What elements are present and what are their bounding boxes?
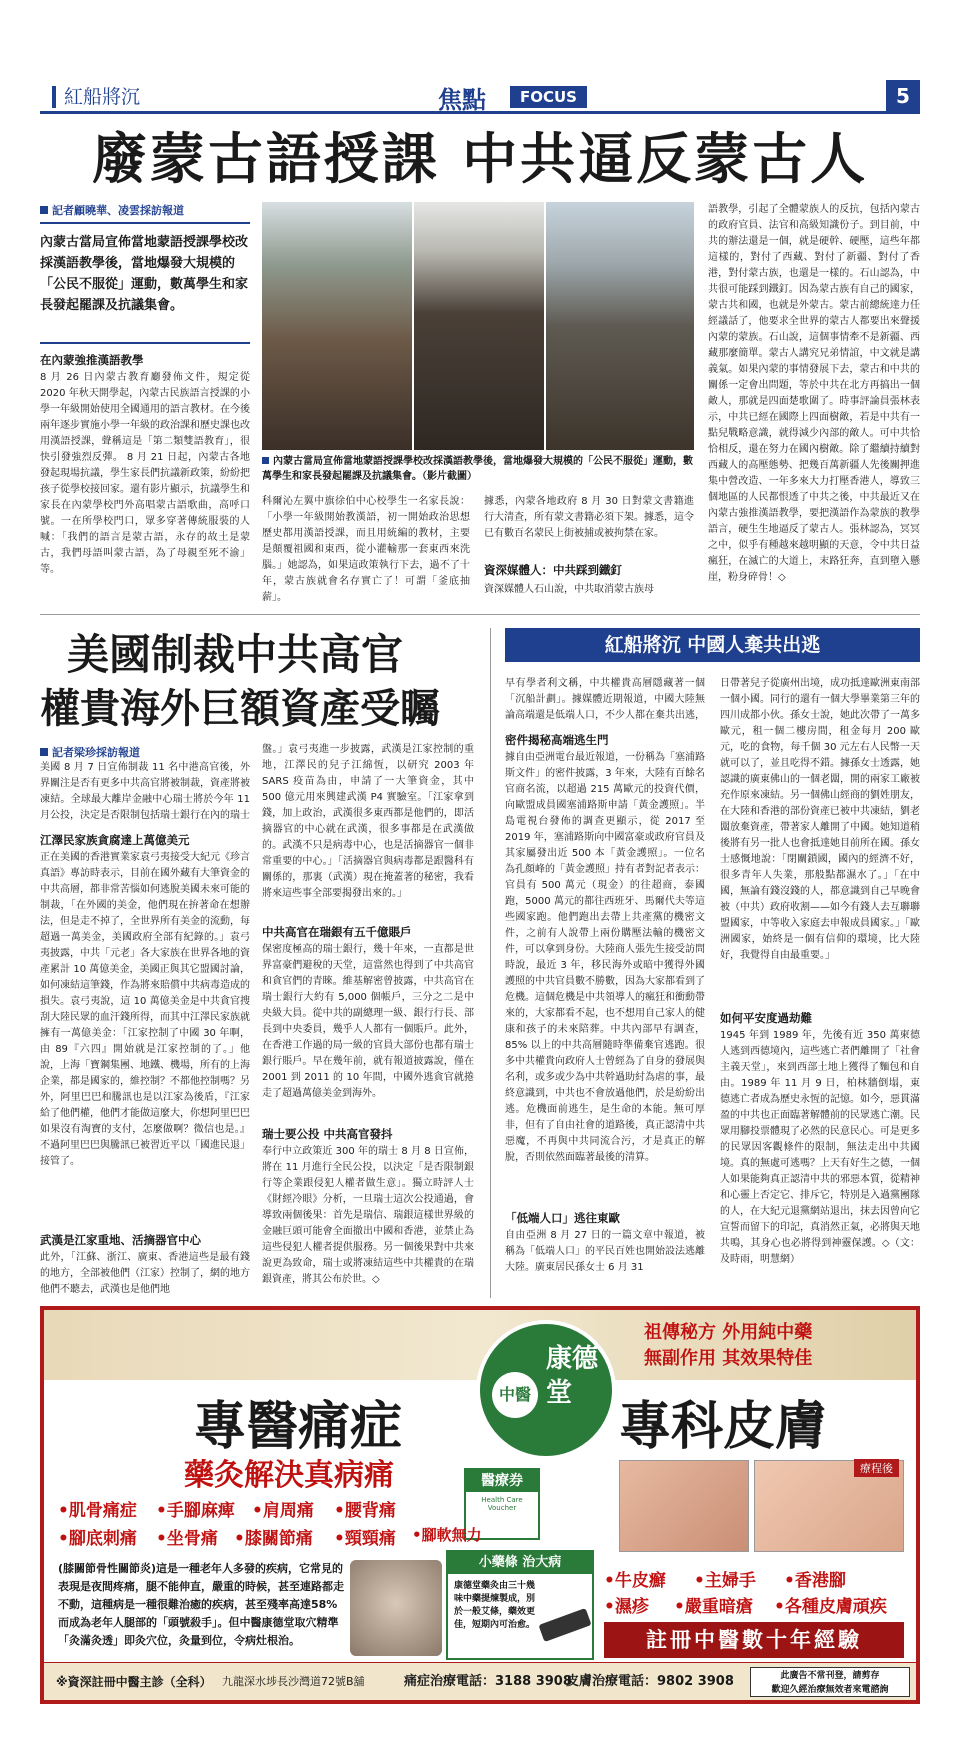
footer-note	[750, 1667, 910, 1697]
section-label: 紅船將沉	[52, 86, 140, 108]
moxa-box	[446, 1550, 594, 1660]
clinic-logo	[476, 1320, 616, 1460]
voucher-title: 醫療券	[466, 1470, 538, 1492]
byline: 記者顧曉華、凌雲採訪報道	[40, 202, 250, 218]
skin-item: •各種皮膚頑疾	[774, 1597, 887, 1617]
pain-item: •腳軟無力	[412, 1526, 482, 1544]
footer-skin-phone: 皮膚治療電話：9802 3908	[566, 1674, 734, 1689]
pain-item: •坐骨痛	[156, 1529, 218, 1549]
headline-exodus: 紅船將沉 中國人棄共出逃	[505, 628, 920, 662]
footer-note-line: 此廣告不常刊登，請剪存	[780, 1671, 880, 1681]
article-text: 盤。」袁弓夷進一步披露，武漢是江家控制的重地，江澤民的兒子江綿恆，以研究 2003 年 SARS 疫苗為由，申請了一大筆資金，其中 500 億元用來興建武漢 P4 實驗室。「江家拿到錢，加上政治，武漢很多東西都是他們的，即活摘器官的中心就在武漢，很多事都是在武漢做的。武漢不只是病毒中心，也是活摘器官一個非常重要的中心。」「活摘器官與病毒都是跟醫科有關係的，那裏（武漢）現在掩蓋著的秘密，我看將來這些事全部要揭發出來的。」	[262, 744, 474, 899]
photo-panel	[414, 202, 544, 450]
footer-address: 九龍深水埗長沙灣道72號B舖	[222, 1675, 365, 1688]
footer-doctor: ※資深註冊中醫主診（全科）	[56, 1675, 212, 1689]
divider	[40, 342, 250, 344]
experience-banner: 註冊中醫數十年經驗	[604, 1622, 904, 1658]
article-text: 據悉，內蒙各地政府 8 月 30 日對蒙文書籍進行大清查，所有蒙文書籍必須下架。據悉，這令已有數百名蒙民上街被捕或被拘禁在家。	[484, 496, 694, 539]
article-text: 1945 年到 1989 年，先後有近 350 萬柬德人逃到西德境內，這些逃亡者們離開了「社會主義天堂」，來到西部土地上獲得了麵包和自由。1989 年 11 月 9 日，柏林牆倒塌，東德逃亡者成為歷史永恆的記憶。如今，惡貫滿盈的中共也正面臨著解體前的民眾逃亡潮。民眾用腳投票體現了必然的民意民心。可是更多的民眾因客觀條件的限制，無法走出中共國境。真的無處可逃嗎？上天有好生之德，一個人如果能夠真正認清中共的邪惡本質，從精神和心靈上否定它、排斥它，特別是入過黨團隊的人，在大紀元退黨網站退出，抹去因曾向它宣誓而留下的印記，真消然正氣，必將與天地共鳴，其身心也必將得到神靈保護。◇（文：及時雨，明慧網）	[720, 1030, 920, 1265]
ad-heading-pain: 專醫痛症	[194, 1396, 403, 1457]
pain-item: •腳底刺痛	[58, 1529, 137, 1549]
skin-item: •濕疹	[604, 1597, 649, 1617]
photo-panel	[546, 202, 694, 450]
moxa-stick-image	[538, 1608, 591, 1642]
ad-heading-skin: 專科皮膚	[619, 1396, 828, 1457]
headline-sanctions-sub: 權貴海外巨額資產受矚	[40, 685, 440, 732]
subheading: 瑞士要公投 中共高官發抖	[262, 1127, 393, 1141]
byline: 記者梁珍採訪報道	[40, 744, 220, 760]
pain-item: •腰背痛	[334, 1501, 396, 1521]
article-text: 自由亞洲 8 月 27 日的一篇文章中報道，被稱為「低端人口」的平民百姓也開始設法逃離大陸。廣東居民孫女士 6 月 31	[505, 1230, 705, 1273]
subheading: 在內蒙強推漢語教學	[40, 353, 144, 367]
article-text: 資深媒體人石山說，中共取消蒙古族母	[484, 584, 654, 595]
footer-pain-phone: 痛症治療電話：3188 3908	[404, 1674, 572, 1689]
subheading: 密件揭秘高端逃生門	[505, 733, 609, 747]
voucher-en: Health Care Voucher	[481, 1496, 523, 1512]
subheading: 如何平安度過劫難	[720, 1011, 812, 1025]
skin-item: •牛皮癬	[604, 1571, 666, 1591]
divider	[490, 628, 491, 1298]
article-text: 此外，「江蘇、浙江、廣東、香港這些是最有錢的地方，全部被他們（江家）控制了，網的地方他們不聽去，武漢也是他們地	[40, 1252, 250, 1295]
ad-tagline-1: 祖傳秘方 外用純中藥	[644, 1322, 813, 1343]
pain-item: •膝關節痛	[234, 1529, 313, 1549]
advertisement	[40, 1306, 920, 1704]
photo-panel	[262, 202, 412, 450]
divider	[40, 222, 250, 224]
divider	[40, 614, 920, 615]
acupuncture-photo	[350, 1560, 442, 1656]
ad-tagline-2: 無副作用 其效果特佳	[644, 1348, 813, 1369]
skin-after-photo	[754, 1460, 904, 1552]
pain-item: •肌骨痛症	[58, 1501, 137, 1521]
headline-mongolian: 廢蒙古語授課 中共逼反蒙古人	[91, 126, 869, 191]
article-text: 語教學，引起了全體蒙族人的反抗，包括內蒙古的政府官員、法官和高級知識份子。到目前，中共的辦法還是一個，就是硬幹、硬壓，這些年都這樣的，對付了西藏、對付了新疆、對付了香港，對付蒙古族，也還是一樣的。石山認為，中共很可能踩到鐵釘。因為蒙古族有自己的國家，蒙古共和國，也就是外蒙古。蒙古前總統達力任經議話了，他要求全世界的蒙古人都要出來聲援內蒙的蒙族。石山說，這個事情牽不是新疆、西藏那麼簡單。蒙古人講究兄弟情誼，中文就是講義氣。如果內蒙的事情發展下去，蒙古和中共的關係一定會出問題，等於中共在北方再搞出一個敵人，那就是四面楚歌圍了。時事評論員張林表示，中共已經在國際上四面樹敵，若是中共有一點兒戰略意識，就得減少內部的敵人。可中共恰恰相反，還在努力在國內樹敵。除了繼續持續對西藏人的高壓態勢、把幾百萬新疆人先後關押進集中營改造、一年多來大力打壓香港人，導致三個地區的人民都恨透了中共之後，中共最近又在內蒙古強推漢語教學，要把漢語作為蒙族的教學語言，硬生生地逼反了蒙古人。張林認為，冥冥之中，似乎有種越來越明顯的天意，令中共日益瘋狂，在滅亡的大道上，末路狂奔，直到墮入懸崖，粉身碎骨！◇	[708, 204, 920, 583]
protest-photo	[262, 202, 694, 450]
page-header	[40, 80, 920, 114]
skin-item: •香港腳	[784, 1571, 846, 1591]
article-text: 保密度極高的瑞士銀行，幾十年來，一直都是世界富豪們避稅的天堂，這當然也得到了中共高官和貪官們的青睞。維基解密曾披露，中共高官在瑞士銀行大約有 5,000 個帳戶，三分之二是中央級大員。從中共的副總理一級、銀行行長、部長到中央委員，幾乎人人都有一個賬戶。此外，在香港工作過的局一級的官員大部份也都有瑞士銀行賬戶。早在幾年前，就有報道披露說，僅在 2001 到 2011 的 10 年間，中國外逃貪官就捲走了超過萬億美金到海外。	[262, 944, 474, 1099]
photo-caption: 內蒙古當局宣佈當地蒙語授課學校改採漢語教學後，當地爆發大規模的「公民不服從」運動，數萬學生和家長發起罷課及抗議集會。（影片截圖）	[262, 454, 694, 488]
footer-note-line: 歡迎久經治療無效者來電諮詢	[771, 1685, 889, 1695]
moxa-title: 小藥條 治大病	[448, 1552, 592, 1574]
subheading: 資深媒體人：中共踩到鐵釘	[484, 563, 622, 577]
logo-tcm: 中醫	[492, 1372, 538, 1418]
article-text: 日帶著兒子從廣州出境，成功抵達歐洲東南部一個小國。同行的還有一個大學畢業第三年的四川成都小伙。孫女士說，她此次帶了一萬多歐元，租一個二樓房間，租金每月 200 歐元，吃的食物，每千個 30 元左右人民幣一天就可以了，並且吃得不錯。據孫女士透露，她認識的廣東佛山的一個老闆，開的兩家工廠被充作原來凍結。另一個佛山經商的劉姓朋友，在大陸和香港的部份資產已被中共凍結，劉老闆放棄資產，帶著家人離開了中國。她知道稍後將有另一批人也會抵達她目前所在國。孫女士感慨地說：「閉關鎖國，國內的經濟不好，很多青年人失業，那般點都濕水了。」「在中國，無論有錢沒錢的人，都意識到自己早晚會被（中共）政府收割——如今有錢人去互聯聯盟國家，中等收入家庭去申報成員國家。」「歐洲國家，始終是一個有信仰的環境，比大陸好，我覺得自由最重要。」	[720, 678, 920, 961]
pain-item: •頸頸痛	[334, 1529, 396, 1549]
after-label: 療程後	[854, 1459, 899, 1477]
subheading: 江澤民家族貪腐達上萬億美元	[40, 833, 190, 847]
article-text: 據自由亞洲電台最近報道，一份稱為「塞浦路斯文件」的密件披露，3 年來，大陸有百餘名官商名流，以超過 215 萬歐元的投資代價，向歐盟成員國塞浦路斯申請「黃金護照」。半島電視台發佈的調查更顯示，從 2017 至 2019 年，塞浦路斯向中國富豪或政府官員及其家屬發出近 500 本「黃金護照」。一位名為孔顏峰的「黃金護照」持有者對記者表示：官員有 500 萬元（現金）的往超商，泰國跑，5000 萬元的都往西班牙、馬爾代夫等這些國家跑。他們跑出去帶上共產黨的機密文件，之前有人說帶上兩份購壓法輸的機密文件，可以拿到身份。大陸商人張先生接受訪問時說，最近 3 年，移民海外或暗中獲得外國護照的中共官員數不勝數，因為大家都看到了危機。這個危機是中共領導人的瘋狂和衝動帶來的，大家都看不起，也不想用自己家人的健康和孩子的未來陪葬。中共內部早有調查，85% 以上的中共高層隨時準備棄官逃跑。很多中共權貴向政府人士曾經為了自身的發展與名利，或多或少為中共幹過助紂為虐的事，最終意識到，中共也不會放過他們，於是紛紛出逃。危機面前逃生，是生命的本能。無可厚非，但有了自由社會的道路後，真正認清中共惡魔，不再與中共同流合污，才是真正的解脫，否則依然面臨著最後的清算。	[505, 752, 705, 1163]
logo-name: 康德堂	[546, 1344, 599, 1408]
page-number: 5	[886, 80, 920, 112]
article-text: 科爾沁左翼中旗徐伯中心校學生一名家長說：「小學一年級開始教漢語，初一開始政治思想歷史都用漢語授課，而且用統編的教材，主要是顛覆祖國和東西，從小灌輸那一套東西來洗腦。」她認為，如果這政策執行下去，過不了十年，蒙古族就會名存實亡了！可謂「釜底抽薪」。	[262, 496, 470, 602]
article-text: 正在美國的香港實業家袁弓夷接受大紀元《珍言真語》專訪時表示，目前在國外藏有大筆資金的中共高層，都非常苦惱如何逃脫美國未來可能的制裁，「在外國的美金，他們現在拚著命在想辦法，但是走不掉了，全世界所有美金的流動，每超過一萬美金，美國政府全部有紀錄的。」袁弓夷披露，中共「元老」各大家族在世界各地的資產累計 10 萬億美金，美國正與其它盟國討論，如何凍結這筆錢，作為將來賠償中共病毒造成的損失。袁弓夷說，這 10 萬億美金是中共貪官搜刮大陸民眾的血汗錢所得，而其中江澤民家族就擁有一萬億美金：「江家控制了中國 30 年啊，由 89『六四』開始就是江家控制的了。」他說，上海「寶鋼集團、地鐵、機場，所有的上海企業，都是國家的，維控制？不都他控制嗎？另外，阿里巴巴和騰訊也是以江家為後盾，『江家給了他們權，他們才能做這麼大，你想阿里巴巴如果沒有淘寶的支付，怎麼做啊？微信也是。』不過阿里巴巴與騰訊已被習近平以「國進民退」接管了。	[40, 852, 250, 1167]
headline-sanctions: 美國制裁中共高官	[66, 630, 403, 679]
subheading: 中共高官在瑞銀有五千億賬戶	[262, 925, 412, 939]
ad-subheading: 藥灸解決真病痛	[184, 1458, 394, 1493]
article-text: 奉行中立政策近 300 年的瑞士 8 月 8 日宣佈，將在 11 月進行全民公投，以決定「是否限制銀行等企業跟侵犯人權者做生意」。獨立時評人士《財經冷眼》分析，一旦瑞士這次公投通過，會導致兩個後果：首先是瑞信、瑞銀這樣世界級的金融巨頭可能會全面撤出中國和香港，並禁止為這些侵犯人權者提供服務。另一個後果對中共來說更為致命，瑞士或將凍結這些中共權貴的在瑞銀資產，將其公布於世。◇	[262, 1146, 474, 1285]
skin-item: •主婦手	[694, 1571, 756, 1591]
article-text: 8 月 26 日內蒙古教育廳發佈文件，規定從 2020 年秋天開學起，內蒙古民族語言授課的小學一年級開始使用全國通用的語言教材。在今後兩年逐步實施小學一年級的政治課和歷史課也改用漢語授課，聲稱這是「第二類雙語教育」，很快引發強烈反彈。 8 月 21 日起，內蒙古各地發起現場抗議，學生家長們抗議新政策，紛紛把孩子從學校接回家。還有影片顯示，抗議學生和家長在內蒙學校門外高唱蒙古語歌曲，高呼口號。一在所學校門口，眾多穿著傳統服裝的人喊：「我們的語言是蒙古語，永存的故土是蒙古，我們母語叫蒙古語，為了母親至死不渝」等。	[40, 372, 250, 575]
skin-item: •嚴重暗瘡	[674, 1597, 753, 1617]
subheading: 武漢是江家重地、活摘器官中心	[40, 1233, 201, 1247]
article-text: 早有學者利文稱，中共權貴高層隱藏著一個「沉船計劃」。據媒體近期報道，中國大陸無論高端還是低端人口，不少人都在棄共出逃，	[505, 678, 705, 721]
article-text: 美國 8 月 7 日宣佈制裁 11 名中港高官後，外界關注是否有更多中共高官將被制裁，資產將被凍結。全球最大離岸金融中心瑞士將於今年 11 月公投，決定是否限制包括瑞士銀行在內的瑞士	[40, 762, 250, 821]
pain-item: •手腳麻痺	[156, 1501, 235, 1521]
pain-item: •肩周痛	[252, 1501, 314, 1521]
ad-footer	[44, 1662, 916, 1700]
lead-paragraph: 內蒙古當局宣佈當地蒙語授課學校改採漢語教學後，當地爆發大規模的「公民不服從」運動，數萬學生和家長發起罷課及抗議集會。	[40, 235, 249, 313]
subheading: 「低端人口」逃往東歐	[505, 1211, 620, 1225]
skin-before-photo	[619, 1460, 749, 1552]
ad-body: (膝關節骨性關節炎)這是一種老年人多發的疾病，它常見的表現是夜間疼痛，腿不能伸直，嚴重的時候，甚至連路都走不動，這種病是一種很難治癒的疾病，甚至殘率高達58%而成為老年人腿部的「頭號殺手」。但中醫康德堂取穴精準「灸滿灸透」即灸穴位，灸量到位，令病灶根治。	[58, 1562, 344, 1647]
focus-badge: FOCUS	[510, 86, 587, 108]
brand-logo: 焦點	[438, 85, 486, 114]
moxa-text: 康德堂藥灸由三十幾味中藥提煉製成，別於一般艾條，藥效更佳，短期內可治愈。	[454, 1581, 536, 1630]
